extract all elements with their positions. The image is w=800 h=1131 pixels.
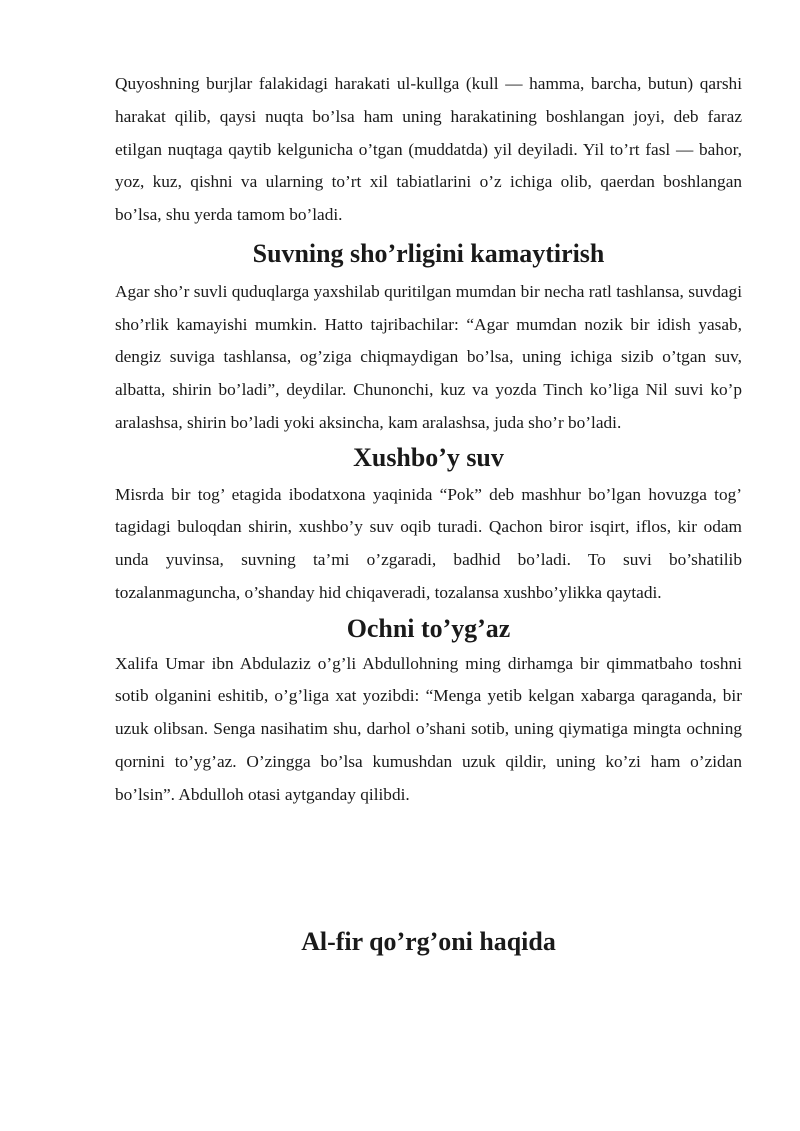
- section-paragraph-salinity: Agar sho’r suvli quduqlarga yaxshilab quritilgan mumdan bir necha ratl tashlansa, suvdagi sho’rlik kamayishi mumkin. Hatto tajribachilar: “Agar mumdan nozik bir idish yasab, dengiz suviga tashlansa, og’ziga chiqmaydigan bo’lsa, uning ichiga sizib o’tgan suv, albatta, shirin bo’ladi”, deydilar. Chunonchi, kuz va yozda Tinch ko’liga Nil suvi ko’p aralashsa, shirin bo’ladi yoki aksincha, kam aralashsa, juda sho’r bo’ladi.: [115, 281, 742, 432]
- section-heading-salinity: Suvning sho’rligini kamaytirish: [252, 238, 605, 268]
- section-paragraph-feed-the-hungry: Xalifa Umar ibn Abdulaziz o’g’li Abdullohning ming dirhamga bir qimmatbaho toshni sotib olganini eshitib, o’g’liga xat yozibdi: “Menga yetib kelgan xabarga qaraganda, bir uzuk olibsan. Senga nasihatim shu, darhol o’shani sotib, uning qiymatiga mingta ochning qornini to’yg’az. O’zingga bo’lsa kumushdan uzuk qildir, uning ko’zi ham o’zidan bo’lsin”. Abdulloh otasi aytganday qilibdi.: [115, 653, 742, 804]
- section-heading-fragrant-water: Xushbo’y suv: [353, 442, 504, 472]
- intro-paragraph: Quyoshning burjlar falakidagi harakati ul-kullga (kull — hamma, barcha, butun) qarshi harakat qilib, qaysi nuqta bo’lsa ham uning harakatining boshlangan joyi, deb faraz etilgan nuqtaga qaytib kelgunicha o’tgan (muddatda) yil deyiladi. Yil to’rt fasl — bahor, yoz, kuz, qishni va ularning to’rt xil tabiatlarini o’z ichiga olib, qaerdan boshlangan bo’lsa, shu yerda tamom bo’ladi.: [115, 74, 742, 225]
- section-heading-al-fir-fortress: Al-fir qo’rg’oni haqida: [301, 926, 556, 956]
- document-page: [115, 68, 742, 958]
- section-paragraph-fragrant-water: Misrda bir tog’ etagida ibodatxona yaqinida “Pok” deb mashhur bo’lgan hovuzga tog’ tagidagi buloqdan shirin, xushbo’y suv oqib turadi. Qachon biror isqirt, iflos, kir odam unda yuvinsa, suvning ta’mi o’zgaradi, badhid bo’ladi. To suvi bo’shatilib tozalanmaguncha, o’shanday hid chiqaveradi, tozalansa xushbo’ylikka qaytadi.: [115, 484, 742, 602]
- section-heading-feed-the-hungry: Ochni to’yg’az: [346, 613, 511, 643]
